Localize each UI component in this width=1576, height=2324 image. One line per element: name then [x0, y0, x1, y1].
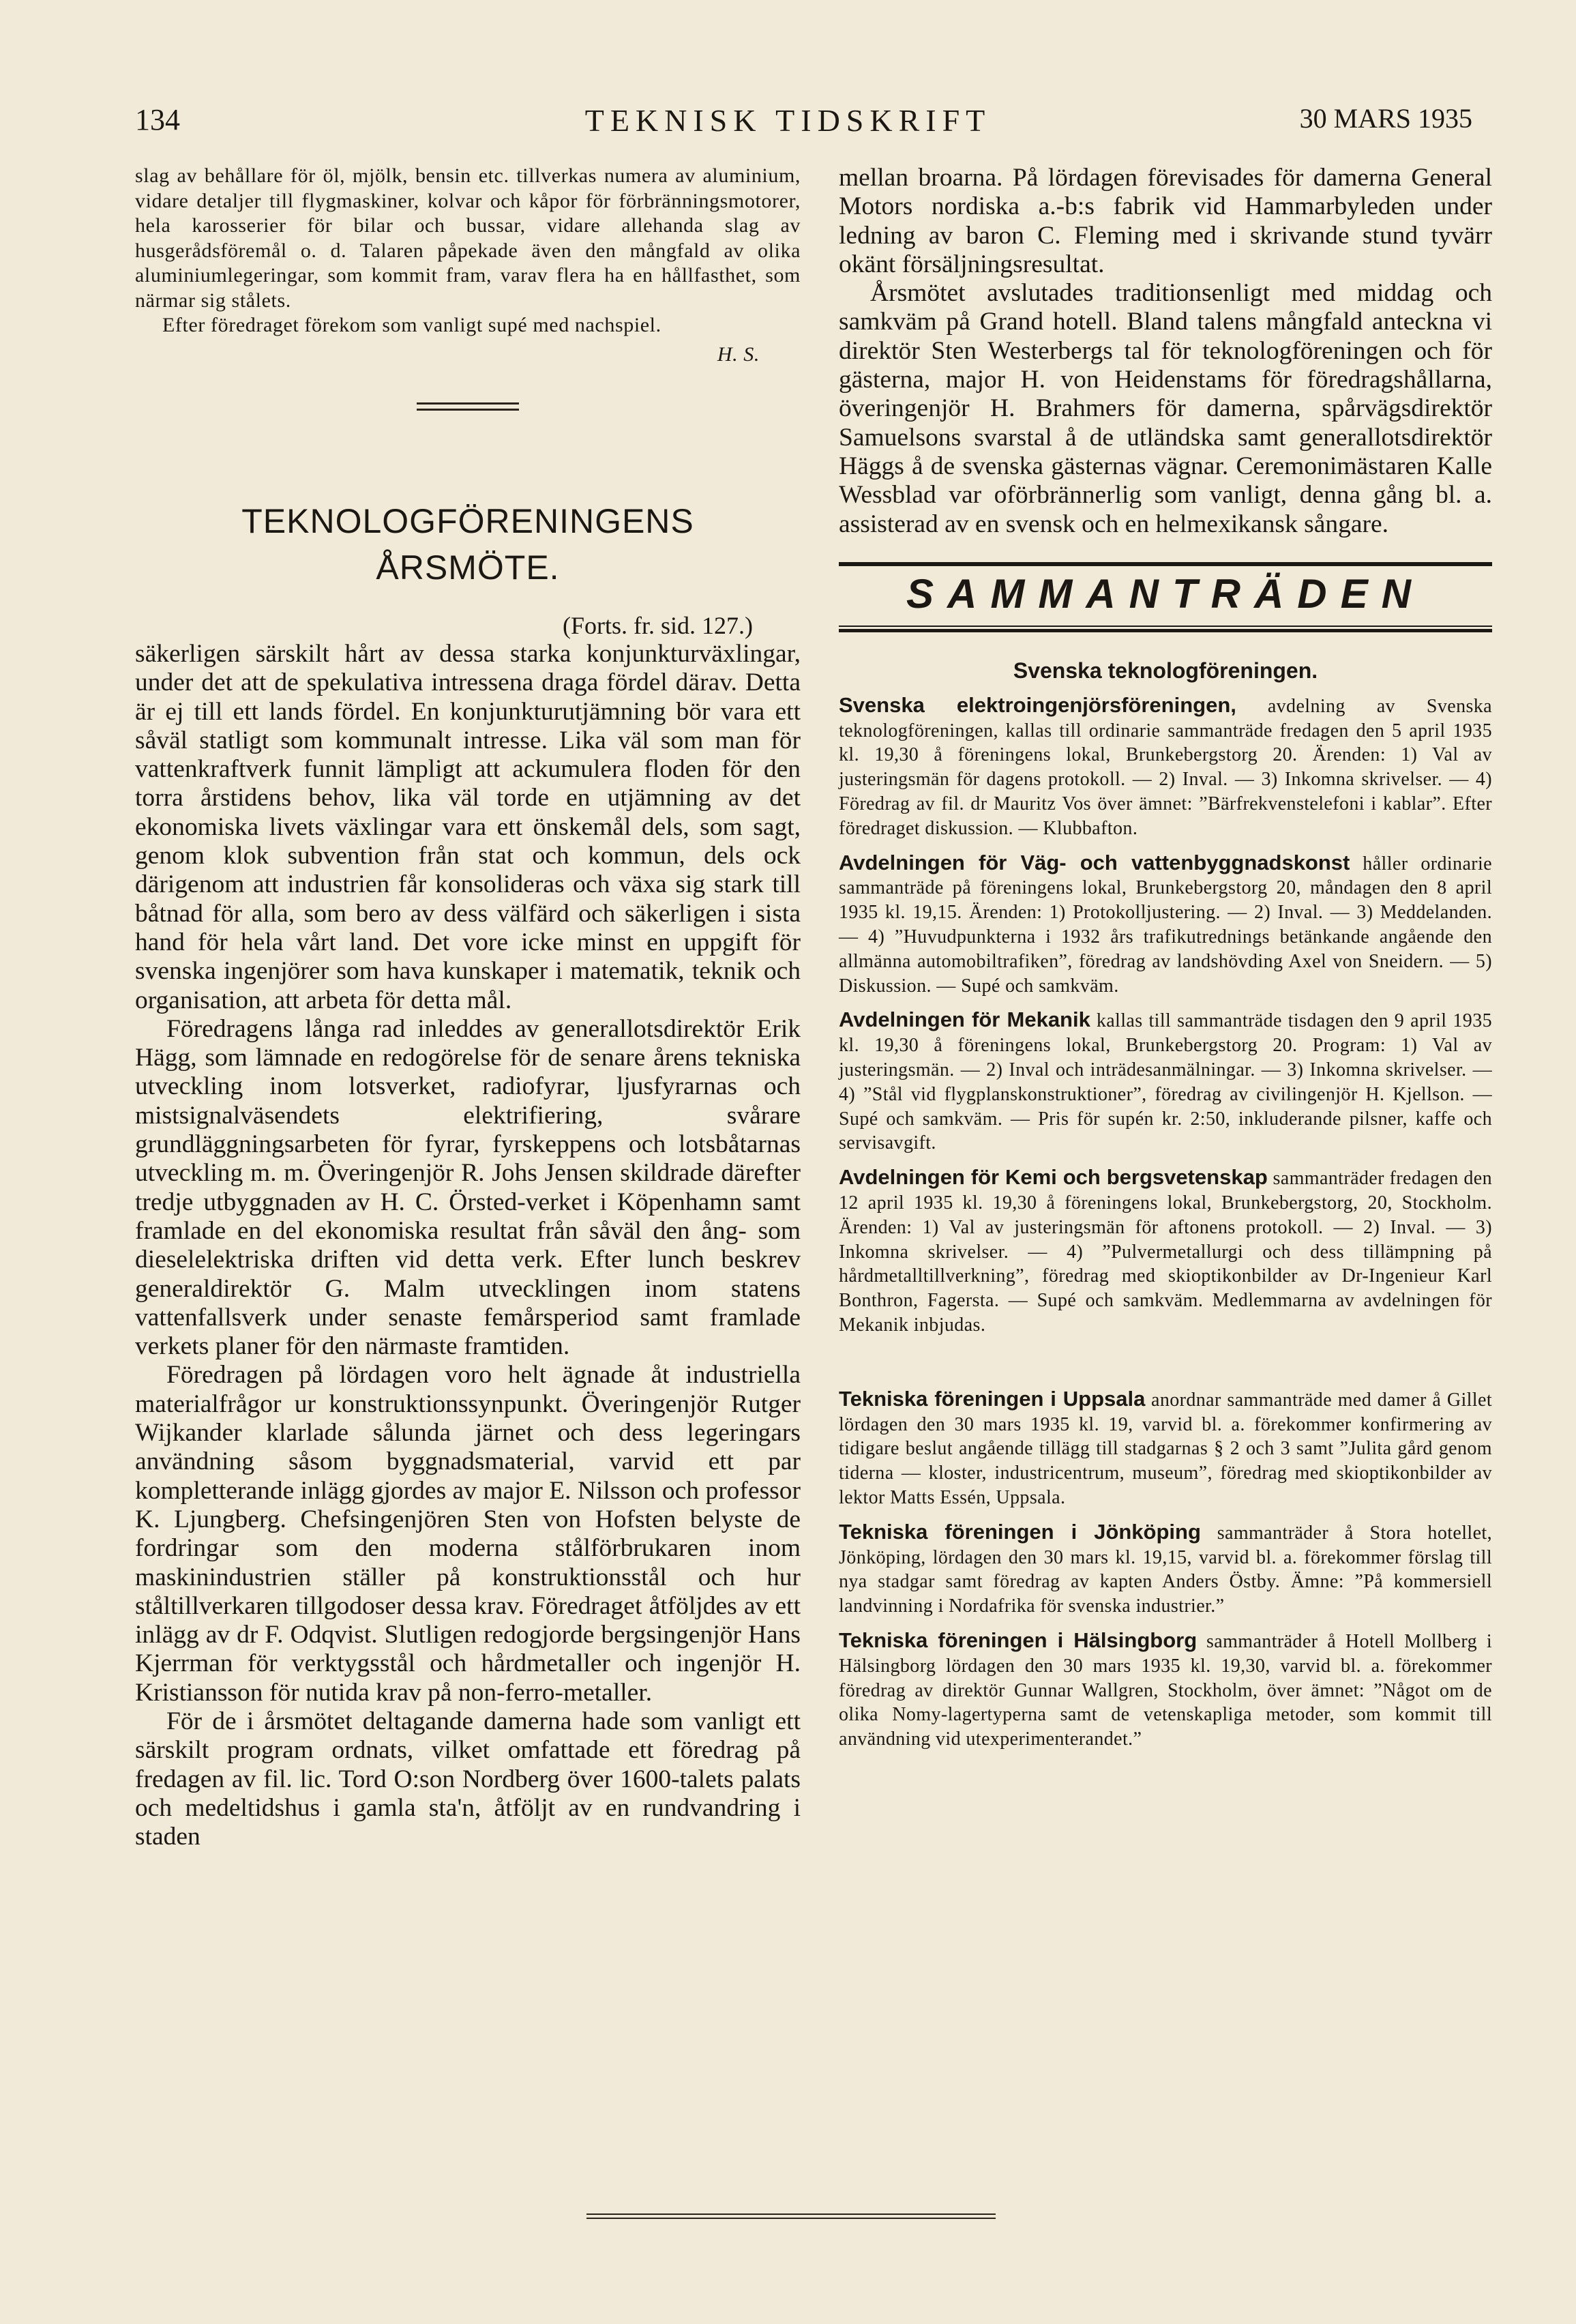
footer-rule [586, 2213, 996, 2219]
notice-text: sammanträder å Hotell Mollberg i Hälsingborg lördagen den 30 mars 1935 kl. 19,30, varvid bl. a. förekommer föredrag av direktör Gunnar Wallgren, Stockholm, över ämnet: ”Något om de olika Nomy-lagertyperna samt de vetenskapliga metoder, som kommit till användning vid utexperimenterandet.” [839, 1630, 1492, 1750]
intro-paragraph: slag av behållare för öl, mjölk, bensin etc. tillverkas numera av aluminium, vidare detaljer till flygmaskiner, kolvar och kåpor för förbränningsmotorer, hela karosserier för bilar och bussar, vidare allehanda slag av husgerådsföremål o. d. Talaren påpekade även den mångfald av olika aluminiumlegeringar, som kommit fram, varav flera ha en hållfasthet, som närmar sig stålets. [135, 164, 801, 312]
meeting-notice [839, 1165, 1492, 1338]
intro-closing: Efter föredraget förekom som vanligt supé med nachspiel. [162, 314, 661, 336]
meeting-notice [839, 693, 1492, 841]
notice-text: anordnar sammanträde med damer å Gillet lördagen den 30 mars 1935 kl. 19, varvid bl. a. förekommer konfirmering av tidigare beslut angående tillägg till stadgarnas § 2 och 3 samt ”Julita gård genom tiderna — kloster, industricentrum, museum”, föredrag med skioptikonbilder av lektor Matts Essén, Uppsala. [839, 1389, 1492, 1508]
notice-text: kallas till sammanträde tisdagen den 9 april 1935 kl. 19,30 å föreningens lokal, Brunkebergstorg 20. Program: 1) Val av justeringsmän. — 2) Inval och inträdesanmälningar. — 3) Inkomna skrivelser. — 4) ”Stål vid flygplanskonstruktioner”, föredrag av civilingenjör H. Kjellson. — Supé och samkväm. — Pris för supén kr. 2:50, inkluderande pilsner, kaffe och servisavgift. [839, 1010, 1492, 1154]
page-number: 134 [135, 103, 180, 136]
meeting-notice [839, 851, 1492, 999]
meeting-notice [839, 1007, 1492, 1156]
notice-text: avdelning av Svenska teknologföreningen, kallas till ordinarie sammanträde fredagen den 5 april 1935 kl. 19,30 å föreningens lokal, Brunkebergstorg 20. Ärenden: 1) Val av justeringsmän för dagens protokoll. — 2) Inval. — 3) Inkomna skrivelser. — 4) Föredrag av fil. dr Mauritz Vos över ämnet: ”Bärfrekvenstelefoni i kablar”. Efter föredraget diskussion. — Klubbafton. [839, 695, 1492, 839]
continued-note: (Forts. fr. sid. 127.) [563, 612, 753, 639]
notice-lead: Tekniska föreningen i Uppsala [839, 1386, 1146, 1411]
article-paragraph: För de i årsmötet deltagande damerna hade som vanligt ett särskilt program ordnats, vilket omfattade ett föredrag på fredagen av fil. lic. Tord O:son Nordberg över 1600-talets palats och medeltidshus i gamla sta'n, åtföljt av en rundvandring i staden [135, 1707, 801, 1851]
article-title-line-1: TEKNOLOGFÖRENINGENS [241, 502, 694, 540]
author-signature: H. S. [717, 342, 760, 366]
notice-text: håller ordinarie sammanträde på föreningens lokal, Brunkebergstorg 20, måndagen den 8 april 1935 kl. 19,15. Ärenden: 1) Protokolljustering. — 2) Inval. — 3) Meddelanden. — 4) ”Huvudpunkterna i 1932 års trafikutrednings betänkande angående den allmänna automobiltrafiken”, föredrag av landshövding Axel von Sneidern. — 5) Diskussion. — Supé och samkväm. [839, 853, 1493, 997]
notice-lead: Avdelningen för Kemi och bergsvetenskap [839, 1165, 1268, 1190]
meeting-notice [839, 1628, 1492, 1752]
notice-lead: Avdelningen för Mekanik [839, 1007, 1090, 1032]
article-continuation [839, 164, 1492, 539]
spacer [839, 1347, 1492, 1387]
notice-lead: Svenska elektroingenjörsföreningen, [839, 692, 1236, 717]
left-column [135, 164, 801, 1851]
separator-rule [417, 402, 519, 411]
article-title [135, 498, 801, 591]
meeting-notice [839, 1387, 1492, 1510]
article-paragraph: säkerligen särskilt hårt av dessa starka konjunkturväxlingar, under det att de spekulativa intressena draga fördel därav. Detta är ej till ett lands fördel. En konjunkturutjämning bör vara ett såväl statligt som kommunalt intresse. Lika väl som man för vattenkraftverk funnit lämpligt att ackumulera floden för den torra årstidens behov, lika väl torde en utjämning av det ekonomiska livets växlingar vara ett önskemål dels, som sagt, genom klok subvention från stat och kommun, dels ock därigenom att industrien får konsolideras och växa sig stark till båtnad för alla, som bero av dess välfärd och säkerligen i sista hand för hela vårt land. Det vore icke minst en uppgift för svenska ingenjörer som hava kunskaper i matematik, teknik och organisation, att arbeta för detta mål. [135, 640, 801, 1014]
right-column [839, 164, 1492, 1761]
society-heading: Svenska teknologföreningen. [1013, 658, 1318, 683]
article-title-line-2: ÅRSMÖTE. [376, 548, 560, 587]
notice-lead: Avdelningen för Väg- och vattenbyggnadskonst [839, 850, 1350, 874]
article-paragraph: Föredragen på lördagen voro helt ägnade åt industriella materialfrågor ur konstruktionssynpunkt. Överingenjör Rutger Wijkander klarlade sålunda järnet och dess legeringars användning såsom byggnadsmaterial, varvid ett par kompletterande inlägg gjordes av major E. Nilsson och professor K. Ljungberg. Chefsingenjören Sten von Hofsten belyste de fordringar som den moderna stålförbrukaren inom maskinindustrien ställer på konstruktionsstål och hur ståltillverkaren tillgodoser dessa krav. Föredraget åtföljdes av ett inlägg av dr F. Odqvist. Slutligen redogjorde bergsingenjör Hans Kjerrman för verktygsstål och hårdmetaller och ingenjör H. Kristiansson för nutida krav på non-ferro-metaller. [135, 1361, 801, 1707]
previous-article-end [135, 164, 801, 367]
section-header [839, 562, 1492, 632]
meeting-notice [839, 1520, 1492, 1619]
journal-title: TEKNISK TIDSKRIFT [584, 103, 992, 138]
article-paragraph: mellan broarna. På lördagen förevisades för damerna General Motors nordiska a.-b:s fabrik vid Hammarbyleden under ledning av baron C. Fleming med i skrivande stund tyvärr okänt försäljningsresultat. [839, 164, 1492, 278]
section-title: SAMMANTRÄDEN [906, 570, 1425, 617]
article-body [135, 640, 801, 1851]
notice-lead: Tekniska föreningen i Jönköping [839, 1519, 1201, 1544]
page-header [0, 102, 1576, 143]
notice-text: sammanträder fredagen den 12 april 1935 kl. 19,30 å föreningens lokal, Brunkebergstorg, 20, Stockholm. Ärenden: 1) Val av justeringsmän för aftonens protokoll. — 2) Inval. — 3) Inkomna skrivelser. — 4) ”Pulvermetallurgi och dess tillämpning på hårdmetalltillverkning”, föredrag med skioptikonbilder av Dr-Ingenieur Karl Bonthron, Fagersta. — Supé och samkväm. Medlemmarna av avdelningen för Mekanik inbjudas. [839, 1168, 1492, 1336]
notice-lead: Tekniska föreningen i Hälsingborg [839, 1628, 1198, 1652]
article-paragraph: Årsmötet avslutades traditionsenligt med middag och samkväm på Grand hotell. Bland talens mångfald anteckna vi direktör Sten Westerbergs tal för teknologföreningen och för gästerna, major H. von Heidenstams för föredragshållarna, överingenjör H. Brahmers för damerna, spårvägsdirektör Samuelsons svarstal å de utländska samt generallotsdirektör Häggs å de svenska gästernas vägnar. Ceremonimästaren Kalle Wessblad var oförbrännerlig som vanligt, denna gång bl. a. assisterad av en svensk och en helmexikansk sångare. [839, 279, 1492, 538]
issue-date: 30 MARS 1935 [1299, 103, 1472, 134]
notice-text: sammanträder å Stora hotellet, Jönköping, lördagen den 30 mars kl. 19,15, varvid bl. a. förekommer förslag till nya stadgar samt föredrag av kapten Anders Östby. Ämne: ”På kommersiell landvinning i Nordafrika för svenska industrier.” [839, 1522, 1492, 1617]
article-paragraph: Föredragens långa rad inleddes av generallotsdirektör Erik Hägg, som lämnade en redogörelse för de senare årens tekniska utveckling inom lotsverket, radiofyrar, ljusfyrarnas och mistsignalväsendets elektrifiering, svårare grundläggningsarbeten för fyrar, fyrskeppens och lotsbåtarnas utveckling m. m. Överingenjör R. Johs Jensen skildrade därefter tredje utbyggnaden av H. C. Örsted-verket i Köpenhamn samt framlade en del ekonomiska resultat från såväl den ång- som dieselelektriska driften vid detta verk. Efter lunch beskrev generaldirektör G. Malm utvecklingen inom statens vattenfallsverk under senaste femårsperiod samt framlade verkets planer för den närmaste framtiden. [135, 1014, 801, 1361]
